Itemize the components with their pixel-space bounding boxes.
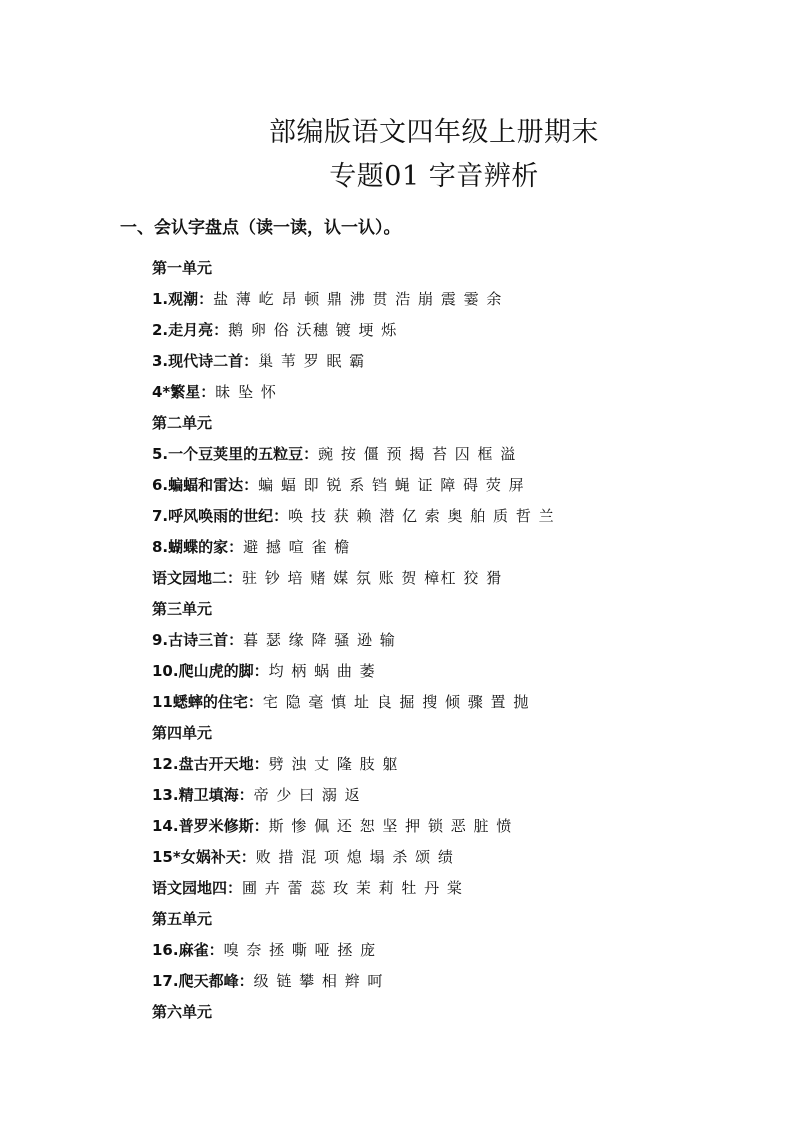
lesson-characters: 圃 卉 蕾 蕊 玫 茉 莉 牡 丹 棠 [242, 879, 464, 897]
lesson-title: 14.普罗米修斯： [152, 817, 269, 835]
lesson-title: 11蟋蟀的住宅： [152, 693, 263, 711]
lesson-title: 16.麻雀： [152, 941, 224, 959]
lesson-row [152, 783, 752, 814]
lesson-characters: 嗅 奈 拯 嘶 哑 拯 庞 [223, 941, 377, 959]
lesson-row [152, 628, 752, 659]
lesson-title: 语文园地二： [152, 569, 243, 587]
lesson-row [152, 380, 752, 411]
lesson-row [152, 938, 752, 969]
lesson-characters: 鹅 卵 俗 沃穗 镀 埂 烁 [228, 321, 398, 339]
section-heading: 一、会认字盘点（读一读，认一认）。 [120, 218, 401, 238]
lesson-row [152, 814, 752, 845]
lesson-row [152, 504, 752, 535]
lesson-characters: 宅 隐 毫 慎 址 良 掘 搜 倾 骤 置 抛 [262, 693, 530, 711]
unit-heading [152, 411, 752, 442]
lesson-title: 9.古诗三首： [152, 631, 244, 649]
lesson-title: 7.呼风唤雨的世纪： [152, 507, 289, 525]
unit-heading [152, 907, 752, 938]
lesson-characters: 唤 技 获 赖 潜 亿 索 奥 舶 质 哲 兰 [288, 507, 556, 525]
lesson-characters: 昧 坠 怀 [215, 383, 278, 401]
lesson-title: 6.蝙蝠和雷达： [152, 476, 259, 494]
lesson-title: 2.走月亮： [152, 321, 229, 339]
lesson-characters: 败 措 混 项 熄 塌 杀 颂 绩 [255, 848, 455, 866]
lesson-characters: 劈 浊 丈 隆 肢 躯 [268, 755, 399, 773]
lesson-characters: 斯 惨 佩 还 恕 坚 押 锁 恶 脏 愤 [268, 817, 513, 835]
lesson-title: 15*女娲补天： [152, 848, 256, 866]
lesson-characters: 盐 薄 屹 昂 顿 鼎 沸 贯 浩 崩 震 霎 余 [213, 290, 503, 308]
lesson-title: 3.现代诗二首： [152, 352, 259, 370]
lesson-title: 12.盘古开天地： [152, 755, 269, 773]
lesson-row [152, 535, 752, 566]
lesson-characters: 避 撼 喧 雀 檐 [243, 538, 351, 556]
unit-heading-text: 第六单元 [152, 1003, 213, 1021]
lesson-characters: 豌 按 僵 预 揭 苔 囚 框 溢 [318, 445, 517, 463]
lesson-row [152, 752, 752, 783]
unit-heading-text: 第三单元 [152, 600, 213, 618]
lesson-row [152, 473, 752, 504]
lesson-characters: 均 柄 蜗 曲 萎 [268, 662, 377, 680]
lesson-characters: 驻 钞 培 赌 媒 氛 账 贺 樟杠 狡 猾 [242, 569, 503, 587]
lesson-title: 1.观潮： [152, 290, 214, 308]
lesson-characters: 蝙 蝠 即 锐 系 铛 蝇 证 障 碍 荧 屏 [258, 476, 526, 494]
lesson-row [152, 566, 752, 597]
lesson-row [152, 287, 752, 318]
unit-heading [152, 597, 752, 628]
lesson-characters: 级 链 攀 相 辫 呵 [253, 972, 384, 990]
character-list [152, 256, 752, 1031]
lesson-row [152, 969, 752, 1000]
unit-heading-text: 第四单元 [152, 724, 213, 742]
lesson-row [152, 845, 752, 876]
lesson-title: 10.爬山虎的脚： [152, 662, 269, 680]
unit-heading-text: 第二单元 [152, 414, 213, 432]
unit-heading [152, 1000, 752, 1031]
lesson-row [152, 349, 752, 380]
lesson-characters: 暮 瑟 缘 降 骚 逊 输 [243, 631, 397, 649]
unit-heading [152, 721, 752, 752]
lesson-title: 语文园地四： [152, 879, 243, 897]
lesson-row [152, 442, 752, 473]
lesson-characters: 巢 苇 罗 眠 霸 [258, 352, 366, 370]
unit-heading [152, 256, 752, 287]
document-subtitle: 专题01 字音辨析 [329, 161, 539, 192]
document-title: 部编版语文四年级上册期末 [269, 117, 599, 148]
lesson-title: 8.蝴蝶的家： [152, 538, 244, 556]
lesson-characters: 帝 少 曰 溺 返 [253, 786, 362, 804]
lesson-row [152, 690, 752, 721]
unit-heading-text: 第一单元 [152, 259, 213, 277]
lesson-title: 5.一个豆荚里的五粒豆： [152, 445, 319, 463]
lesson-title: 17.爬天都峰： [152, 972, 254, 990]
lesson-row [152, 659, 752, 690]
lesson-title: 4*繁星： [152, 383, 216, 401]
lesson-row [152, 876, 752, 907]
unit-heading-text: 第五单元 [152, 910, 213, 928]
lesson-row [152, 318, 752, 349]
lesson-title: 13.精卫填海： [152, 786, 254, 804]
